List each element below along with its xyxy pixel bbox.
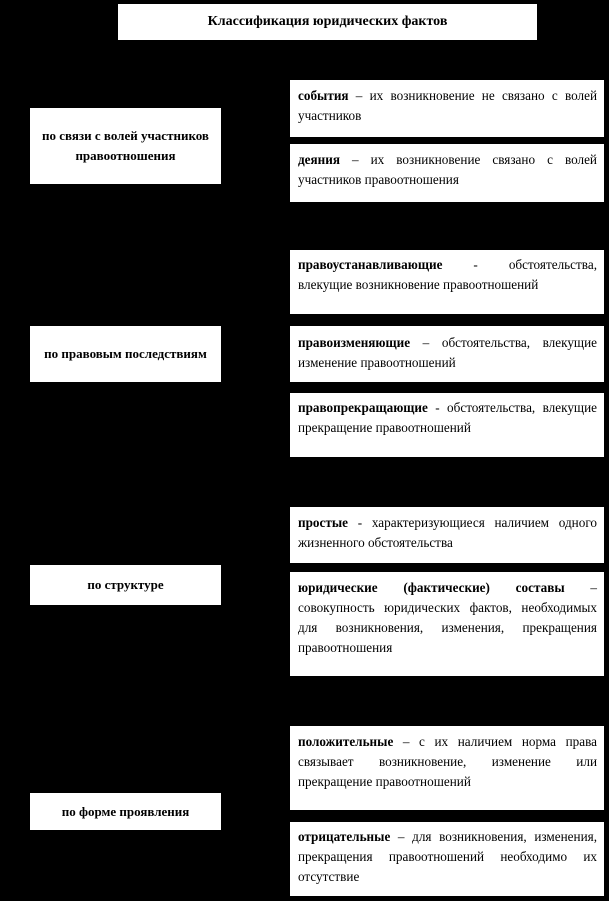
- item-text: – обстоятельства, влекущие изменение правоотношений: [298, 335, 597, 370]
- item-composite: [290, 572, 604, 676]
- item-text: - характеризующиеся наличием одного жизненного обстоятельства: [298, 515, 597, 550]
- item-establishing: [290, 250, 604, 314]
- item-term: правопрекращающие: [298, 400, 428, 415]
- item-positive: [290, 726, 604, 810]
- category-form: по форме проявления: [30, 793, 221, 830]
- item-term: правоизменяющие: [298, 335, 411, 350]
- item-acts: [290, 144, 604, 202]
- category-volition: по связи с волей участников правоотношения: [30, 108, 221, 184]
- item-term: правоустанавливающие: [298, 257, 443, 272]
- item-term: положительные: [298, 734, 394, 749]
- item-text: – их возникновение связано с волей участников правоотношения: [298, 152, 597, 187]
- item-events: [290, 80, 604, 137]
- item-text: – совокупность юридических фактов, необходимых для возникновения, изменения, прекращения правоотношения: [298, 580, 597, 655]
- item-term: события: [298, 88, 349, 103]
- category-structure: по структуре: [30, 565, 221, 605]
- diagram-title: Классификация юридических фактов: [118, 4, 537, 40]
- item-term: деяния: [298, 152, 340, 167]
- item-terminating: [290, 393, 604, 457]
- item-text: - обстоятельства, влекущие возникновение правоотношений: [298, 257, 597, 292]
- item-negative: [290, 822, 604, 896]
- item-text: – их возникновение не связано с волей участников: [298, 88, 597, 123]
- item-text: – для возникновения, изменения, прекращения правоотношений необходимо их отсутствие: [298, 829, 597, 884]
- item-simple: [290, 507, 604, 563]
- item-text: - обстоятельства, влекущие прекращение правоотношений: [298, 400, 597, 435]
- item-term: простые: [298, 515, 349, 530]
- item-term: юридические (фактические) составы: [298, 580, 565, 595]
- item-modifying: [290, 326, 604, 382]
- item-text: – с их наличием норма права связывает возникновение, изменение или прекращение правоотношений: [298, 734, 597, 789]
- category-legal-consequences: по правовым последствиям: [30, 326, 221, 382]
- item-term: отрицательные: [298, 829, 391, 844]
